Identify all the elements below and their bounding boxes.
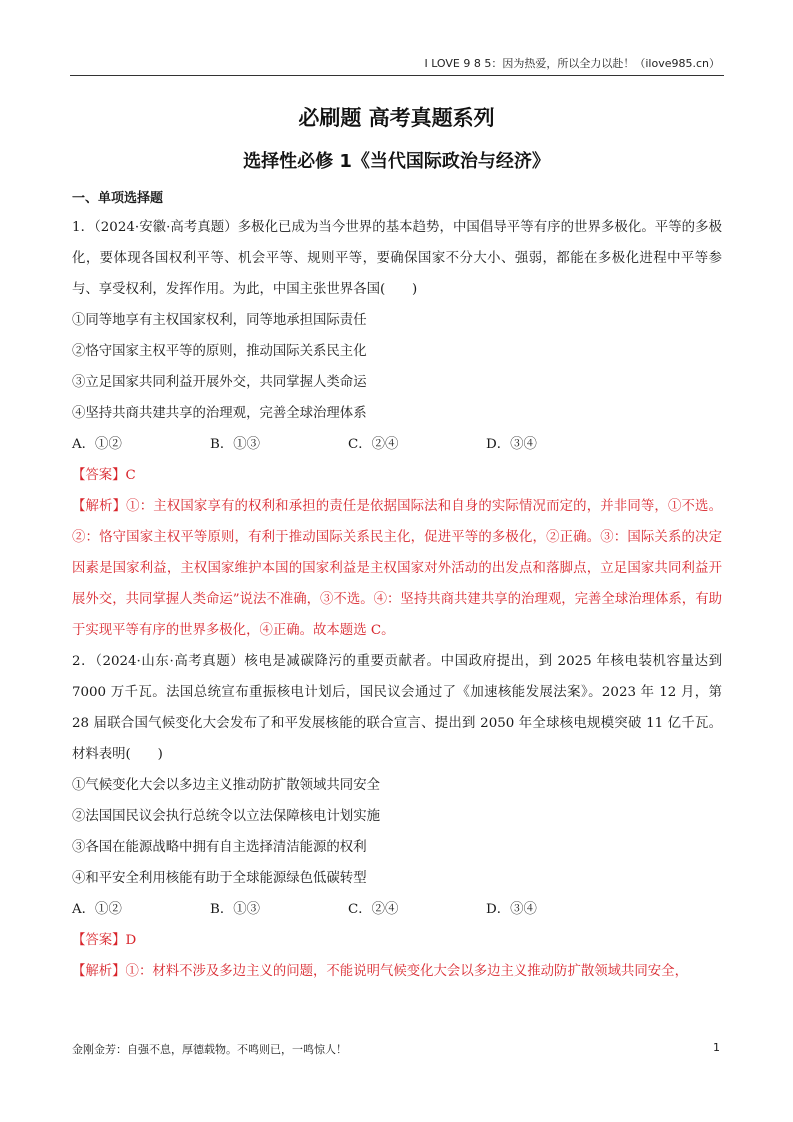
page-number: 1 xyxy=(713,1041,720,1054)
question-content xyxy=(72,212,722,987)
header-rule xyxy=(70,75,724,76)
question-1-option-2: ②恪守国家主权平等的原则，推动国际关系民主化 xyxy=(72,344,367,359)
choice-a: A．①② xyxy=(72,902,122,917)
footer-motto: 金刚金芳：自强不息，厚德载物。不鸣则已，一鸣惊人！ xyxy=(72,1043,347,1056)
question-2-choices xyxy=(72,894,722,925)
choice-a: A．①② xyxy=(72,437,122,452)
choice-d: D．③④ xyxy=(486,437,537,452)
section-heading: 一、单项选择题 xyxy=(72,191,164,206)
page-subtitle: 选择性必修 1《当代国际政治与经济》 xyxy=(243,151,550,172)
page-header: I LOVE 9 8 5：因为热爱，所以全力以赴！（ilove985.cn） xyxy=(424,57,720,70)
question-1-analysis: 【解析】①：主权国家享有的权利和承担的责任是依据国际法和自身的实际情况而定的，并非同等，①不选。②：恪守国家主权平等原则，有利于推动国际关系民主化，促进平等的多极化，②正确。③：国际关系的决定因素是国家利益，主权国家维护本国的国家利益是主权国家对外活动的出发点和落脚点，立足国家共同利益开展外交，共同掌握人类命运”说法不准确，③不选。④：坚持共商共建共享的治理观，完善全球治理体系，有助于实现平等有序的世界多极化，④正确。故本题选 C。 xyxy=(72,499,722,638)
question-1-stem: 1．（2024·安徽·高考真题）多极化已成为当今世界的基本趋势，中国倡导平等有序的世界多极化。平等的多极化，要体现各国权利平等、机会平等、规则平等，要确保国家不分大小、强弱，都能在多极化进程中平等参与、享受权利，发挥作用。为此，中国主张世界各国( ) xyxy=(72,220,722,297)
choice-b: B．①③ xyxy=(210,437,261,452)
question-2-option-1: ①气候变化大会以多边主义推动防扩散领域共同安全 xyxy=(72,778,380,793)
question-2-answer: 【答案】D xyxy=(72,933,137,948)
question-1-option-4: ④坚持共商共建共享的治理观，完善全球治理体系 xyxy=(72,406,367,421)
question-2-analysis: 【解析】①：材料不涉及多边主义的问题，不能说明气候变化大会以多边主义推动防扩散领域共同安全， xyxy=(72,964,688,979)
choice-c: C．②④ xyxy=(348,902,399,917)
question-1-option-1: ①同等地享有主权国家权利，同等地承担国际责任 xyxy=(72,313,367,328)
question-2-stem: 2．（2024·山东·高考真题）核电是减碳降污的重要贡献者。中国政府提出，到 2025 年核电装机容量达到 7000 万千瓦。法国总统宣布重振核电计划后，国民议会通过了《加速核能发展法案》。2023 年 12 月，第 28 届联合国气候变化大会发布了和平发展核能的联合宣言、提出到 2050 年全球核电规模突破 11 亿千瓦。材料表明( ) xyxy=(72,654,722,762)
choice-c: C．②④ xyxy=(348,437,399,452)
question-1-answer: 【答案】C xyxy=(72,468,136,483)
choice-d: D．③④ xyxy=(486,902,537,917)
page-title: 必刷题 高考真题系列 xyxy=(298,106,495,130)
question-2-option-2: ②法国国民议会执行总统令以立法保障核电计划实施 xyxy=(72,809,380,824)
question-1-option-3: ③立足国家共同利益开展外交，共同掌握人类命运 xyxy=(72,375,367,390)
question-2-option-4: ④和平安全利用核能有助于全球能源绿色低碳转型 xyxy=(72,871,367,886)
question-2-option-3: ③各国在能源战略中拥有自主选择清洁能源的权利 xyxy=(72,840,367,855)
choice-b: B．①③ xyxy=(210,902,261,917)
question-1-choices xyxy=(72,429,722,460)
